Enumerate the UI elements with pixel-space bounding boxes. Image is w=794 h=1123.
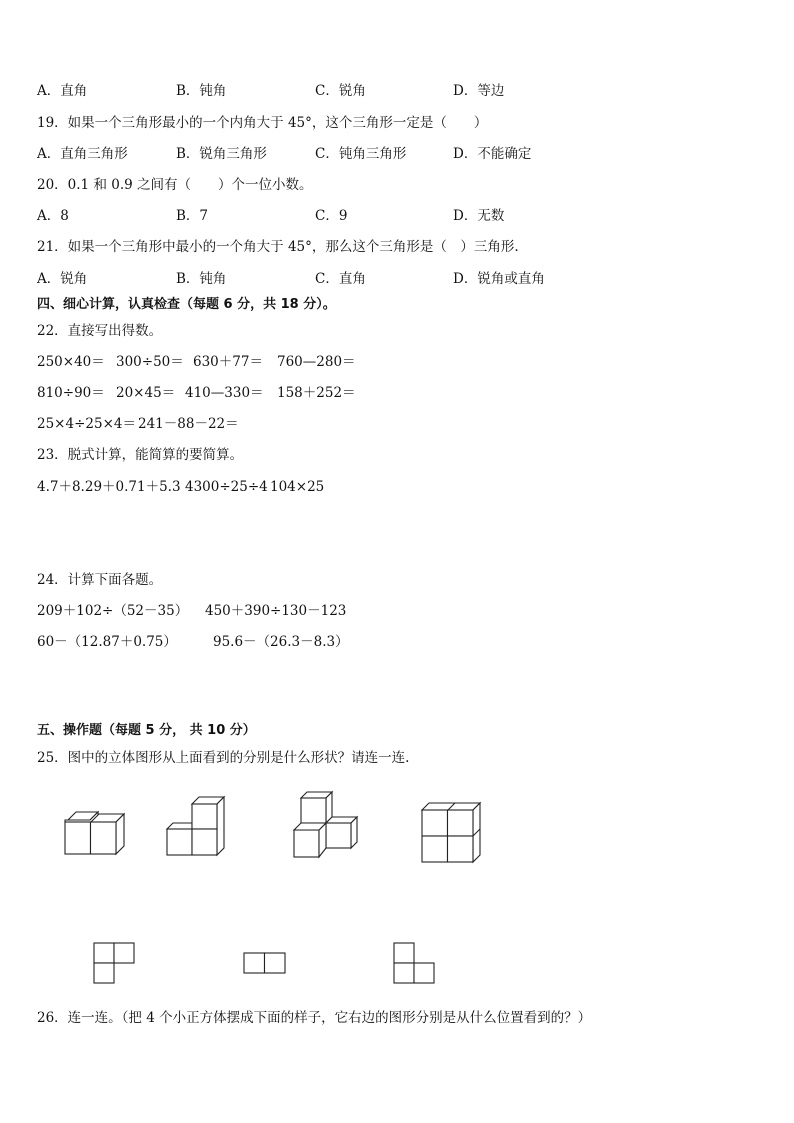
q20-question: 20．0.1 和 0.9 之间有（ ）个一位小数。 bbox=[37, 177, 313, 193]
q19-option-a: A．直角三角形 bbox=[37, 146, 128, 162]
solid-figure-2 bbox=[163, 796, 228, 861]
q22-r3-c2: 241－88－22＝ bbox=[138, 416, 239, 432]
q22-r1-c3: 630＋77＝ bbox=[193, 354, 263, 370]
q21-option-a: A．锐角 bbox=[37, 271, 88, 287]
q21-option-c: C．直角 bbox=[315, 271, 366, 287]
q20-option-c: C．9 bbox=[315, 208, 348, 224]
section-4-heading: 四、细心计算，认真检查（每题 6 分，共 18 分）。 bbox=[37, 297, 336, 312]
q22-r2-c4: 158＋252＝ bbox=[277, 385, 356, 401]
solid-figure-4 bbox=[418, 800, 484, 866]
q24-r2-c2: 95.6－（26.3－8.3） bbox=[213, 634, 349, 650]
q25-title: 25．图中的立体图形从上面看到的分别是什么形状？请连一连. bbox=[37, 750, 410, 766]
q18-option-a: A．直角 bbox=[37, 83, 88, 99]
q22-r2-c2: 20×45＝ bbox=[116, 385, 176, 401]
q22-r1-c4: 760—280＝ bbox=[277, 354, 356, 370]
q19-question: 19．如果一个三角形最小的一个内角大于 45°，这个三角形一定是（ ） bbox=[37, 115, 488, 131]
q24-title: 24．计算下面各题。 bbox=[37, 572, 163, 588]
q22-title: 22．直接写出得数。 bbox=[37, 323, 163, 339]
solid-figure-3 bbox=[290, 790, 362, 862]
q19-option-d: D．不能确定 bbox=[453, 146, 532, 162]
q21-question: 21．如果一个三角形中最小的一个角大于 45°，那么这个三角形是（ ）三角形. bbox=[37, 239, 519, 255]
q24-r1-c2: 450＋390÷130－123 bbox=[205, 603, 347, 619]
q18-option-b: B．钝角 bbox=[176, 83, 227, 99]
top-view-figure-1 bbox=[92, 941, 138, 986]
q23-item-3: 104×25 bbox=[270, 479, 325, 495]
q23-title: 23．脱式计算，能简算的要简算。 bbox=[37, 447, 244, 463]
q18-option-c: C．锐角 bbox=[315, 83, 366, 99]
q22-r1-c1: 250×40＝ bbox=[37, 354, 105, 370]
q19-option-c: C．钝角三角形 bbox=[315, 146, 407, 162]
q22-r2-c1: 810÷90＝ bbox=[37, 385, 105, 401]
q19-option-b: B．锐角三角形 bbox=[176, 146, 267, 162]
q18-option-d: D．等边 bbox=[453, 83, 505, 99]
q22-r3-c1: 25×4÷25×4＝ bbox=[37, 416, 136, 432]
q20-option-d: D．无数 bbox=[453, 208, 505, 224]
q22-r1-c2: 300÷50＝ bbox=[116, 354, 184, 370]
q23-item-1: 4.7＋8.29＋0.71＋5.3 bbox=[37, 479, 181, 495]
q21-option-b: B．钝角 bbox=[176, 271, 227, 287]
q24-r1-c1: 209＋102÷（52－35） bbox=[37, 603, 189, 619]
q20-option-b: B．7 bbox=[176, 208, 209, 224]
q20-option-a: A．8 bbox=[37, 208, 69, 224]
q26-title: 26．连一连。（把 4 个小正方体摆成下面的样子，它右边的图形分别是从什么位置看到的？） bbox=[37, 1010, 592, 1026]
q24-r2-c1: 60－（12.87＋0.75） bbox=[37, 634, 177, 650]
top-view-figure-2 bbox=[242, 951, 288, 977]
q23-item-2: 4300÷25÷4 bbox=[185, 479, 268, 495]
section-5-heading: 五、操作题（每题 5 分， 共 10 分） bbox=[37, 723, 256, 738]
q21-option-d: D．锐角或直角 bbox=[453, 271, 545, 287]
top-view-figure-3 bbox=[392, 941, 438, 986]
q22-r2-c3: 410—330＝ bbox=[185, 385, 264, 401]
solid-figure-1 bbox=[60, 808, 130, 858]
